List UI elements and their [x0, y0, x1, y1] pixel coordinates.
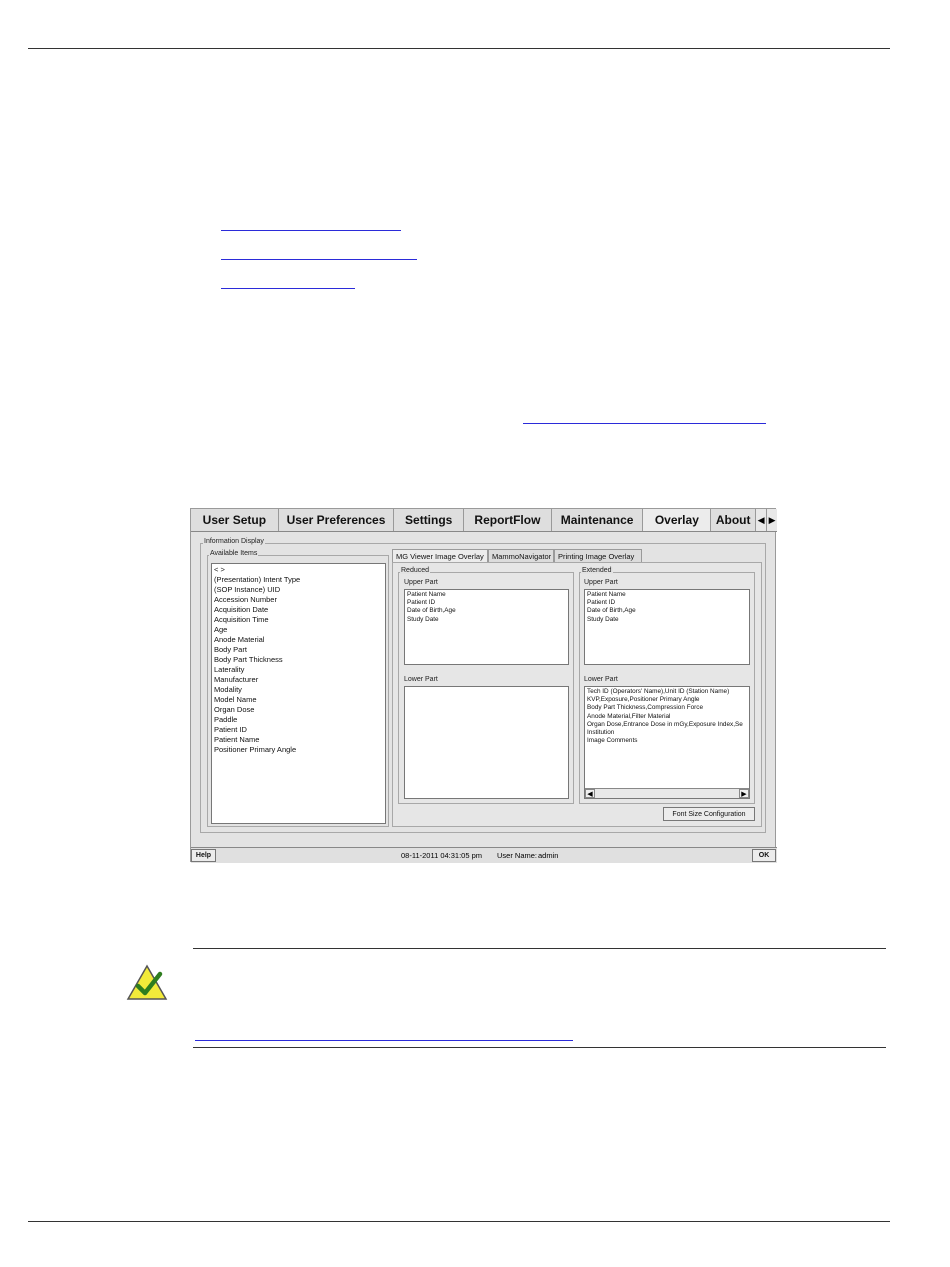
extended-lower-list[interactable] [584, 686, 750, 799]
list-item[interactable]: Organ Dose [214, 705, 255, 714]
extended-upper-list[interactable] [584, 589, 750, 665]
tab-settings[interactable]: Settings [394, 509, 464, 531]
list-item[interactable]: Age [214, 625, 228, 634]
list-item[interactable]: Body Part Thickness,Compression Force [587, 704, 704, 712]
list-item[interactable]: Image Comments [587, 737, 638, 745]
list-item[interactable]: Manufacturer [214, 675, 259, 684]
note-link[interactable] [195, 1040, 573, 1041]
list-item[interactable]: Accession Number [214, 595, 277, 604]
available-items-list[interactable] [211, 563, 386, 824]
list-item[interactable]: Study Date [587, 615, 619, 623]
main-tab-bar [191, 509, 777, 532]
list-item[interactable]: Body Part Thickness [214, 655, 283, 664]
list-item[interactable]: Study Date [407, 615, 439, 623]
list-item[interactable]: Patient Name [214, 735, 260, 744]
list-item[interactable]: < > [214, 565, 225, 574]
tab-mg-viewer-image-overlay[interactable]: MG Viewer Image Overlay [392, 549, 488, 562]
reduced-lower-list[interactable] [404, 686, 569, 799]
available-items-label: Available Items [210, 550, 258, 557]
toc-link-2[interactable] [221, 259, 417, 260]
list-item[interactable]: Acquisition Time [214, 615, 269, 624]
list-item[interactable]: Date of Birth,Age [407, 607, 456, 615]
tab-user-preferences[interactable]: User Preferences [279, 509, 395, 531]
help-button[interactable]: Help [191, 849, 216, 862]
tab-overlay[interactable]: Overlay [643, 509, 711, 531]
list-item[interactable]: (Presentation) Intent Type [214, 575, 301, 584]
list-item[interactable]: Acquisition Date [214, 605, 269, 614]
toc-link-1[interactable] [221, 230, 401, 231]
note-top-rule [193, 948, 886, 949]
extended-lower-hscrollbar[interactable] [585, 788, 749, 798]
list-item[interactable]: Patient ID [587, 599, 616, 607]
status-user-label: User Name: [497, 851, 538, 860]
list-item[interactable]: Laterality [214, 665, 245, 674]
toc-link-3[interactable] [221, 288, 355, 289]
status-user-name: admin [538, 851, 559, 860]
scroll-right-icon[interactable]: ▶ [739, 789, 749, 798]
extended-label: Extended [582, 567, 612, 574]
inline-link[interactable] [523, 423, 766, 424]
ok-button[interactable]: OK [752, 849, 776, 862]
reduced-label: Reduced [401, 567, 430, 574]
information-display-label: Information Display [204, 538, 264, 545]
font-size-configuration-button[interactable]: Font Size Configuration [663, 807, 755, 821]
list-item[interactable]: Modality [214, 685, 242, 694]
tab-mammonavigator[interactable]: MammoNavigator [488, 549, 554, 562]
tab-reportflow[interactable]: ReportFlow [464, 509, 552, 531]
extended-upper-label: Upper Part [584, 579, 618, 586]
footer-rule [28, 1221, 890, 1222]
list-item[interactable]: Body Part [214, 645, 247, 654]
list-item[interactable]: Patient Name [407, 591, 446, 598]
list-item[interactable]: KVP,Exposure,Positioner Primary Angle [587, 696, 700, 704]
note-bottom-rule [193, 1047, 886, 1048]
tab-about[interactable]: About [715, 513, 751, 527]
list-item[interactable]: (SOP Instance) UID [214, 585, 281, 594]
status-bar [191, 847, 777, 863]
reduced-lower-label: Lower Part [404, 676, 438, 683]
reduced-upper-label: Upper Part [404, 579, 438, 586]
note-checkmark-icon [126, 964, 168, 1002]
list-item[interactable]: Patient ID [407, 599, 436, 607]
list-item[interactable]: Positioner Primary Angle [214, 745, 297, 754]
tab-scroll-left-icon[interactable]: ◀ [755, 509, 766, 531]
list-item[interactable]: Model Name [214, 695, 257, 704]
list-item[interactable]: Organ Dose,Entrance Dose in mGy,Exposure Index,Se [587, 720, 743, 728]
list-item[interactable]: Patient ID [214, 725, 247, 734]
list-item[interactable]: Paddle [214, 715, 238, 724]
list-item[interactable]: Anode Material,Filter Material [587, 712, 671, 720]
overlay-screenshot [190, 508, 776, 862]
tab-printing-image-overlay[interactable]: Printing Image Overlay [554, 549, 642, 562]
list-item[interactable]: Patient Name [587, 591, 626, 598]
extended-lower-label: Lower Part [584, 676, 618, 683]
tab-scroll-right-icon[interactable]: ▶ [766, 509, 777, 531]
list-item[interactable]: Tech ID (Operators' Name),Unit ID (Station Name) [587, 688, 730, 695]
list-item[interactable]: Anode Material [214, 635, 265, 644]
scroll-left-icon[interactable]: ◀ [585, 789, 595, 798]
status-datetime: 08-11-2011 04:31:05 pm [401, 851, 483, 860]
reduced-upper-list[interactable] [404, 589, 569, 665]
list-item[interactable]: Institution [587, 729, 615, 737]
header-rule [28, 48, 890, 49]
tab-user-setup[interactable]: User Setup [191, 509, 279, 531]
tab-maintenance[interactable]: Maintenance [552, 509, 644, 531]
list-item[interactable]: Date of Birth,Age [587, 607, 636, 615]
